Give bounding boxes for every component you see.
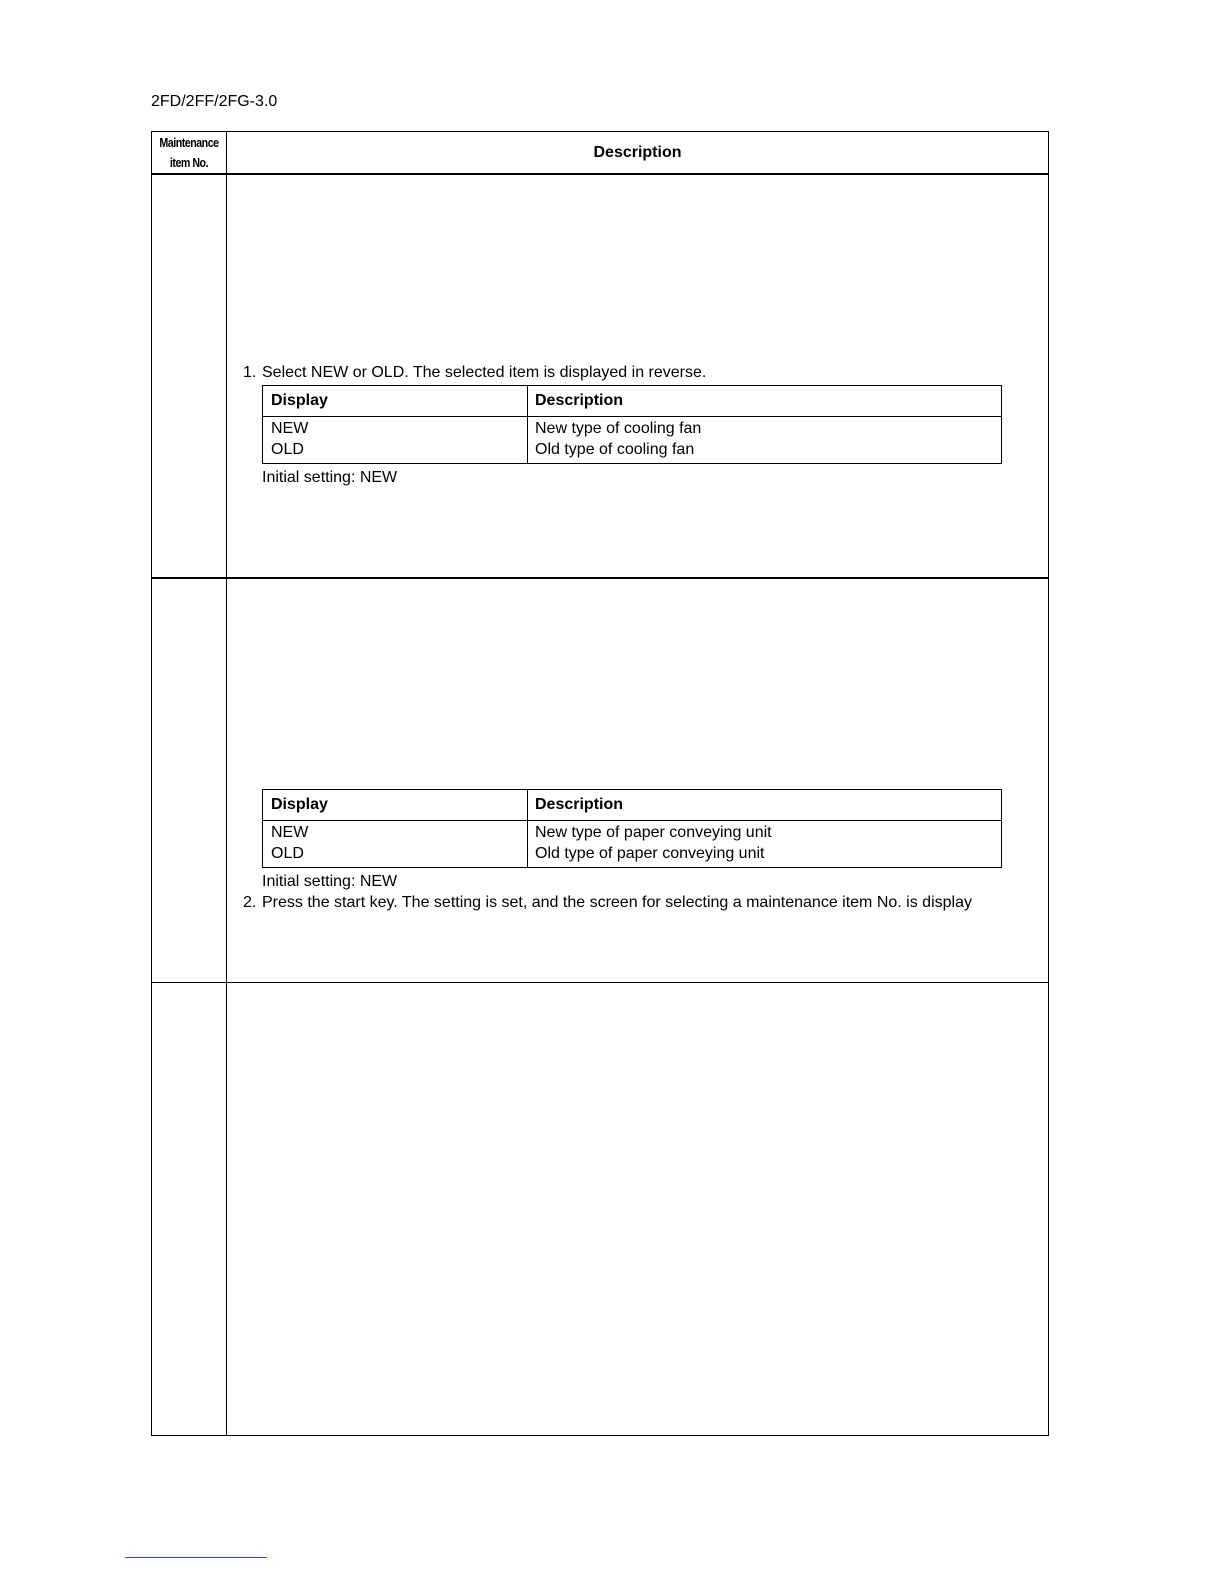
footer-link-underline xyxy=(125,1557,267,1558)
table-cell-display: OLD xyxy=(271,441,304,458)
table-header-display: Display xyxy=(271,392,328,409)
table-cell-description: New type of paper conveying unit xyxy=(535,824,772,841)
table-cell-display: OLD xyxy=(271,845,304,862)
initial-setting-paper-conveying: Initial setting: NEW xyxy=(262,873,398,890)
header-divider xyxy=(152,173,1048,175)
step-1-number: 1. xyxy=(243,364,257,381)
table-cell-description: Old type of cooling fan xyxy=(535,441,695,458)
cooling-fan-table xyxy=(262,385,1002,464)
row-divider-1 xyxy=(152,577,1048,579)
paper-conveying-table xyxy=(262,789,1002,868)
header-item-line1: Maintenance xyxy=(159,135,219,150)
initial-setting-cooling-fan: Initial setting: NEW xyxy=(262,469,398,486)
step-1-text: Select NEW or OLD. The selected item is displayed in reverse. xyxy=(262,364,707,381)
table-cell-display: NEW xyxy=(271,824,309,841)
header-description: Description xyxy=(593,144,682,161)
header-maintenance-item-no xyxy=(159,132,220,174)
cooling-fan-table-header xyxy=(263,386,1001,417)
step-2-text: Press the start key. The setting is set, and the screen for selecting a maintenance item No. is display xyxy=(262,894,972,911)
header-item-line2: item No. xyxy=(169,155,209,170)
table-header-display: Display xyxy=(271,796,328,813)
document-code: 2FD/2FF/2FG-3.0 xyxy=(151,93,278,110)
table-header-description: Description xyxy=(535,796,624,813)
row-divider-2 xyxy=(152,982,1048,983)
table-cell-description: Old type of paper conveying unit xyxy=(535,845,765,862)
step-2-number: 2. xyxy=(243,894,257,911)
maintenance-table xyxy=(151,131,1049,1436)
table-cell-display: NEW xyxy=(271,420,309,437)
table-cell-description: New type of cooling fan xyxy=(535,420,702,437)
paper-conveying-table-header xyxy=(263,790,1001,821)
paper-conveying-table-body xyxy=(263,821,1001,867)
table-header-description: Description xyxy=(535,392,624,409)
cooling-fan-table-body xyxy=(263,417,1001,463)
column-divider xyxy=(226,132,227,1435)
